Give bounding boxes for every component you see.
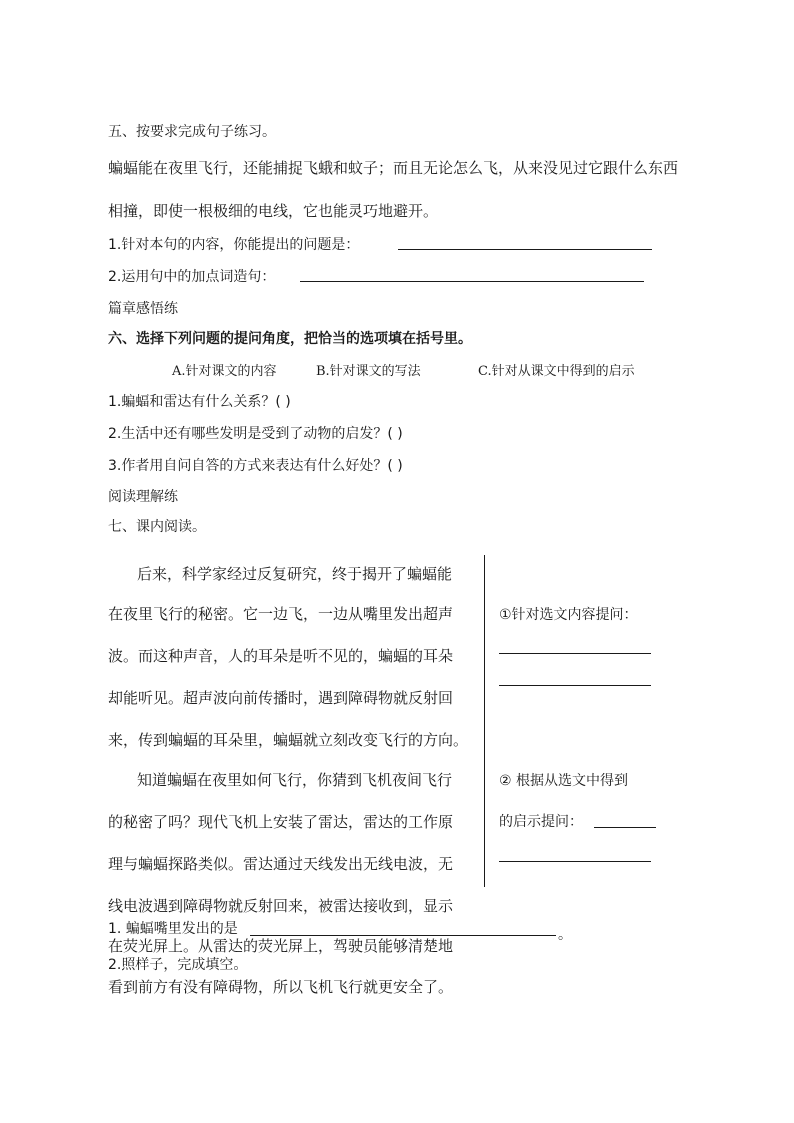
section5-heading: 五、按要求完成句子练习。 — [108, 124, 276, 140]
option-c: C.针对从课文中得到的启示 — [478, 364, 635, 379]
section5-question-2: 2.运用句中的加点词造句： — [108, 269, 276, 285]
section7-question-2: 2.照样子，完成填空。 — [108, 957, 248, 973]
passage-line: 后来，科学家经过反复研究，终于揭开了蝙蝠能 — [137, 565, 453, 583]
passage-line: 在荧光屏上。从雷达的荧光屏上，驾驶员能够清楚地 — [108, 937, 454, 955]
reading-heading: 阅读理解练 — [108, 489, 178, 505]
option-b: B.针对课文的写法 — [316, 364, 421, 379]
answer-blank-side-1b[interactable] — [499, 685, 651, 686]
side-prompt-1: ①针对选文内容提问： — [499, 607, 638, 623]
section6-question-1[interactable]: 1.蝙蝠和雷达有什么关系？( ) — [108, 394, 291, 410]
passage-line: 却能听见。超声波向前传播时，遇到障碍物就反射回 — [108, 689, 454, 707]
answer-blank-side-2b[interactable] — [499, 861, 651, 862]
passage-line: 线电波遇到障碍物就反射回来，被雷达接收到，显示 — [108, 897, 454, 915]
column-divider — [484, 555, 485, 887]
section7-question-1: 1. 蝙蝠嘴里发出的是 — [108, 921, 238, 937]
answer-blank-side-1a[interactable] — [499, 653, 651, 654]
passage-line: 看到前方有没有障碍物，所以飞机飞行就更安全了。 — [108, 978, 454, 996]
section5-sentence-line1: 蝙蝠能在夜里飞行，还能捕捉飞蛾和蚊子；而且无论怎么飞，从来没见过它跟什么东西 — [108, 159, 679, 177]
side-prompt-2-line2: 的启示提问： — [499, 814, 583, 830]
section6-question-3[interactable]: 3.作者用自问自答的方式来表达有什么好处？( ) — [108, 458, 403, 474]
section6-heading: 六、选择下列问题的提问角度，把恰当的选项填在括号里。 — [108, 331, 472, 347]
answer-blank-q1[interactable] — [398, 249, 652, 250]
answer-blank-side-2a[interactable] — [594, 827, 656, 828]
answer-blank-section7-q1[interactable] — [250, 935, 556, 936]
passage-line: 来，传到蝙蝠的耳朵里，蝙蝠就立刻改变飞行的方向。 — [108, 731, 469, 749]
chapter-heading: 篇章感悟练 — [108, 301, 178, 317]
section6-question-2[interactable]: 2.生活中还有哪些发明是受到了动物的启发？( ) — [108, 426, 403, 442]
passage-line: 波。而这种声音，人的耳朵是听不见的，蝙蝠的耳朵 — [108, 647, 454, 665]
answer-blank-q2[interactable] — [300, 281, 644, 282]
passage-line: 知道蝙蝠在夜里如何飞行，你猜到飞机夜间飞行 — [137, 771, 453, 789]
option-a: A.针对课文的内容 — [172, 364, 277, 379]
section7-heading: 七、课内阅读。 — [108, 519, 206, 535]
passage-line: 在夜里飞行的秘密。它一边飞，一边从嘴里发出超声 — [108, 605, 454, 623]
section5-sentence-line2: 相撞，即使一根极细的电线，它也能灵巧地避开。 — [108, 202, 439, 220]
passage-line: 理与蝙蝠探路类似。雷达通过天线发出无线电波，无 — [108, 855, 454, 873]
section5-question-1: 1.针对本句的内容，你能提出的问题是： — [108, 237, 360, 253]
section7-question-1-period: 。 — [558, 927, 572, 943]
passage-line: 的秘密了吗？现代飞机上安装了雷达，雷达的工作原 — [108, 813, 454, 831]
side-prompt-2-line1: ② 根据从选文中得到 — [499, 773, 629, 789]
